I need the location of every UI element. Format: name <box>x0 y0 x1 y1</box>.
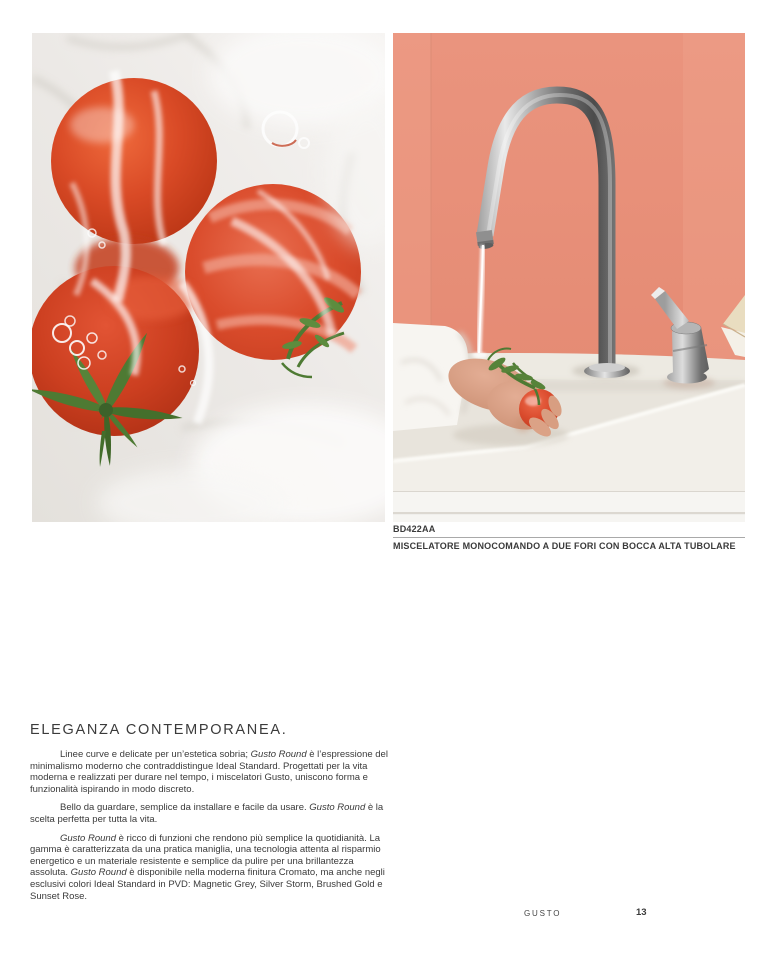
paragraph: Gusto Round è ricco di funzioni che rendono più semplice la quotidianità. La gamma è caratterizzata da una pratica maniglia, una tecnologia attenta al risparmio energetico e un materiale resistente e semplice da pulire per una brillantezza assoluta. Gusto Round è disponibile nella moderna finitura Cromato, ma anche negli esclusivi colori Ideal Standard in PVD: Magnetic Grey, Silver Storm, Brushed Gold e Sunset Rose. <box>30 832 385 902</box>
tomatoes-illustration <box>32 33 385 522</box>
product-code: BD422AA <box>393 524 436 534</box>
page-number: 13 <box>636 907 647 918</box>
product-caption <box>393 524 745 552</box>
product-description: MISCELATORE MONOCOMANDO A DUE FORI CON BOCCA ALTA TUBOLARE <box>393 541 736 551</box>
article <box>30 721 392 909</box>
cabinet-groove <box>393 512 745 514</box>
paragraph: Linee curve e delicate per un’estetica sobria; Gusto Round è l’espressione del minimalismo moderno che contraddistingue Ideal Standard. Progettati per la vita moderna e realizzati per durare nel tempo, i miscelatori Gusto, uniscono forma e funzionalità ispirando in modo discreto. <box>30 749 388 795</box>
article-heading: ELEGANZA CONTEMPORANEA. <box>30 722 288 738</box>
wall-light-strip <box>393 33 431 371</box>
faucet-flange-top <box>589 363 625 372</box>
paragraph: Bello da guardare, semplice da installare e facile da usare. Gusto Round è la scelta perfetta per tutta la vita. <box>30 802 384 825</box>
collection-name: GUSTO <box>524 909 562 918</box>
article-body <box>30 749 392 902</box>
tomatoes-photo <box>32 33 385 522</box>
caption-divider <box>393 537 745 538</box>
faucet-illustration <box>393 33 745 522</box>
faucet-photo <box>393 33 745 522</box>
cabinet <box>393 492 745 522</box>
